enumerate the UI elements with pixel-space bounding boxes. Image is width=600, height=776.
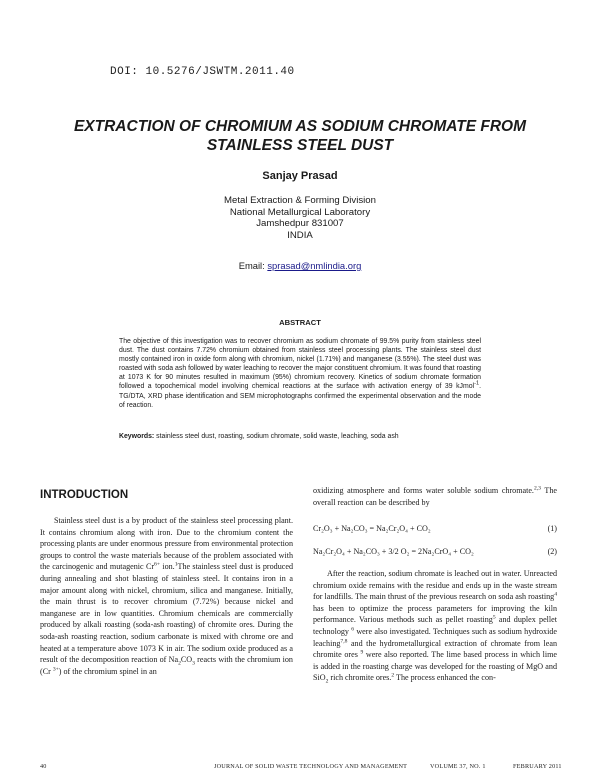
keywords-label: Keywords: xyxy=(119,433,155,440)
keywords-text: stainless steel dust, roasting, sodium chromate, solid waste, leaching, soda ash xyxy=(154,433,399,440)
title-line-1: EXTRACTION OF CHROMIUM AS SODIUM CHROMATE FROM xyxy=(73,118,527,135)
affiliation-line: INDIA xyxy=(287,229,313,241)
equation-1-expression: Cr₂O₃ + Na₂CO₃ = Na₂Cr₂O₄ + CO₂ xyxy=(313,524,431,533)
intro-right-column-body xyxy=(313,568,557,684)
footer-page-number: 40 xyxy=(40,763,47,770)
email-label: Email: xyxy=(238,260,268,271)
intro-right-column-top xyxy=(313,485,557,508)
abstract-text xyxy=(119,337,481,410)
title-line-2: STAINLESS STEEL DUST xyxy=(206,137,394,154)
abstract-heading: ABSTRACT xyxy=(279,318,321,327)
affiliation-line: National Metallurgical Laboratory xyxy=(229,206,371,218)
intro-paragraph: After the reaction, sodium chromate is leached out in water. Unreacted chromium oxide remains with the residue and ends up in the waste stream for landfills. The main thrust of the previous research on soda ash roasting$^4$ has been to optimize the process parameters for improving the kiln performance. Various methods such as pellet roasting$^5$ and duplex pellet technology $^6$ were also investigated. Techniques such as sodium hydroxide leaching$^{7,8}$ and the hydrometallurgical extraction of chromate from lean chromite ores $^9$ were also reported. The lime based process in which lime is added in the roasting charge was developed for the roasting of MgO and SiO$_2$ rich chromite ores.$^2$ The process enhanced the con- xyxy=(313,569,557,685)
affiliation-line: Jamshedpur 831007 xyxy=(256,218,344,230)
equation-2-expression: Na₂Cr₂O₄ + Na₂CO₃ + 3/2 O₂ = 2Na₂CrO₄ + CO₂ xyxy=(313,547,474,556)
section-heading-introduction: INTRODUCTION xyxy=(40,489,129,501)
abstract-superscript: -1 xyxy=(474,381,480,388)
footer-journal: JOURNAL OF SOLID WASTE TECHNOLOGY AND MANAGEMENT xyxy=(214,763,408,770)
intro-left-column xyxy=(40,515,293,677)
equation-1-number: (1) xyxy=(547,524,557,533)
keywords-line xyxy=(119,433,481,440)
intro-paragraph-continued: oxidizing atmosphere and forms water soluble sodium chromate.$^{2,3}$ The overall reaction can be described by xyxy=(313,485,558,507)
email-link[interactable]: sprasad@nmlindia.org xyxy=(267,260,362,271)
footer-date: FEBRUARY 2011 xyxy=(513,763,562,770)
abstract-part: The objective of this investigation was to recover chromium as sodium chromate of 99.5% purity from stainless steel dust. The dust contains 7.72% chromium obtained from stainless steel processing plants. The stainless steel dust mostly contained iron in oxide form along with chromium, nickel (1.71%) and manganese (3.55%). The steel dust was roasted with soda ash followed by water leaching to recover the major constituent chromium. It was found that roasting at 1073 K for 90 minutes resulted in maximum (95%) chromium recovery. Kinetics of sodium chromate formation followed a topochemical model involving chemical reactions at the surface with activation energy of 39 kJmol xyxy=(119,338,481,391)
affiliation-block xyxy=(0,195,600,241)
email-line xyxy=(0,260,600,271)
affiliation-line: Metal Extraction & Forming Division xyxy=(224,195,376,206)
abstract-part: . TG/DTA, XRD phase identification and SEM microphotographs confirmed the experimental observation and the mode of reaction. xyxy=(119,383,481,409)
footer-volume: VOLUME 37, NO. 1 xyxy=(430,763,486,770)
author-name: Sanjay Prasad xyxy=(262,170,338,182)
intro-paragraph: Stainless steel dust is a by product of the stainless steel processing plant. It contains chromium along with iron. Due to the chromium content the processing plants are under enormous pressure from environmental protection groups to control the waste materials because of the problem associated with the carcinogenic and mutagenic $Cr^{6+}$ ion.$^1$The stainless steel dust is produced during annealing and shot blasting of stainless steel. It contains iron in a major amount along with nickel, chromium, silica and manganese. Initially, the main thrust is to recover chromium (7.72%) because nickel and manganese are in low quantities. Chromium chemicals are commercially produced by alkali roasting (soda-ash roasting) of chromite ores. During the soda-ash roasting reaction, sodium carbonate is mixed with chrome ore and heated at a temperature above 1073 K in air. The sodium oxide produced as a result of the decomposition reaction of $Na_2CO_3$ reacts with the chromium ion (Cr $^{3+}$) of the chromium spinel in an xyxy=(40,516,293,676)
doi-line: DOI: 10.5276/JSWTM.2011.40 xyxy=(110,66,295,78)
equation-2-number: (2) xyxy=(547,547,557,556)
paper-title xyxy=(60,117,540,155)
